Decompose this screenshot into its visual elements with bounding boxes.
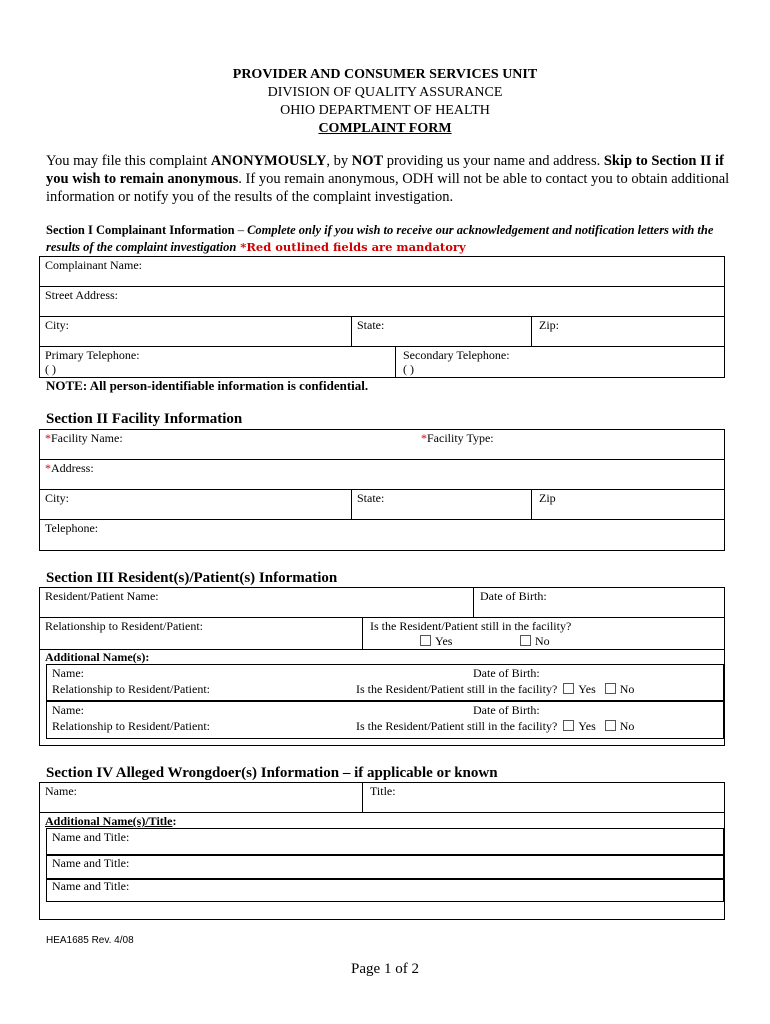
checkbox-icon[interactable]	[520, 635, 531, 646]
wrongdoer-title-field[interactable]: Title:	[370, 784, 396, 798]
complainant-zip-field[interactable]: Zip:	[539, 318, 559, 332]
checkbox-icon[interactable]	[420, 635, 431, 646]
secondary-telephone-field[interactable]: Secondary Telephone:	[403, 348, 510, 362]
facility-zip-field[interactable]: Zip	[539, 491, 556, 505]
checkbox-icon[interactable]	[605, 720, 616, 731]
facility-type-field[interactable]: *Facility Type:	[421, 431, 494, 445]
complainant-name-field[interactable]: Complainant Name:	[45, 258, 142, 272]
facility-name-field[interactable]: *Facility Name:	[45, 431, 123, 445]
department-heading: OHIO DEPARTMENT OF HEALTH	[280, 103, 490, 118]
section-1-heading: Section I Complainant Information – Complete only if you wish to receive our acknowledgement and notification letters with the results of the complaint investigation *Red outlined fields are mandatory	[46, 223, 714, 254]
additional-wrongdoer-3-name-title[interactable]: Name and Title:	[52, 879, 130, 893]
additional-resident-1-relationship[interactable]: Relationship to Resident/Patient:	[52, 682, 210, 696]
facility-telephone-field[interactable]: Telephone:	[45, 521, 99, 535]
form-title: COMPLAINT FORM	[318, 121, 452, 136]
additional-resident-2-relationship[interactable]: Relationship to Resident/Patient:	[52, 719, 210, 733]
division-heading: DIVISION OF QUALITY ASSURANCE	[267, 85, 503, 100]
intro-paragraph: You may file this complaint ANONYMOUSLY, by NOT providing us your name and address. Skip to Section II if you wish to remain anonymous. If you remain anonymous, ODH will not be able to contact you to obtain additional information or notify you of the results of the complaint investigation.	[46, 153, 730, 205]
additional-resident-1-still-in-facility: Is the Resident/Patient still in the facility? Yes No	[356, 682, 635, 696]
additional-resident-2-dob[interactable]: Date of Birth:	[473, 703, 540, 717]
additional-resident-1-dob[interactable]: Date of Birth:	[473, 666, 540, 680]
section-4-heading: Section IV Alleged Wrongdoer(s) Information – if applicable or known	[46, 765, 498, 781]
additional-wrongdoer-2	[46, 855, 724, 879]
resident-dob-field[interactable]: Date of Birth:	[480, 589, 547, 603]
complainant-info-table	[39, 256, 725, 378]
still-in-facility-yes[interactable]: Yes	[420, 634, 452, 648]
confidentiality-note: NOTE: All person-identifiable information is confidential.	[46, 378, 369, 393]
unit-heading: PROVIDER AND CONSUMER SERVICES UNIT	[232, 67, 538, 82]
additional-wrongdoer-1-name-title[interactable]: Name and Title:	[52, 830, 130, 844]
additional-wrongdoers-heading: Additional Name(s)/Title:	[45, 814, 177, 828]
facility-city-field[interactable]: City:	[45, 491, 70, 505]
facility-state-field[interactable]: State:	[357, 491, 385, 505]
additional-wrongdoer-1	[46, 828, 724, 855]
resident-name-field[interactable]: Resident/Patient Name:	[45, 589, 159, 603]
still-in-facility-question: Is the Resident/Patient still in the facility?	[370, 619, 572, 633]
checkbox-icon[interactable]	[605, 683, 616, 694]
additional-resident-2-name[interactable]: Name:	[52, 703, 84, 717]
complainant-street-address-field[interactable]: Street Address:	[45, 288, 118, 302]
resident-relationship-field[interactable]: Relationship to Resident/Patient:	[45, 619, 203, 633]
still-in-facility-no[interactable]: No	[520, 634, 550, 648]
page-number: Page 1 of 2	[351, 961, 419, 977]
section-3-heading: Section III Resident(s)/Patient(s) Information	[46, 570, 338, 586]
mandatory-fields-note: *Red outlined fields are mandatory	[236, 240, 466, 254]
complainant-city-field[interactable]: City:	[45, 318, 70, 332]
facility-address-field[interactable]: *Address:	[45, 461, 94, 475]
facility-info-table	[39, 429, 725, 551]
additional-wrongdoer-3	[46, 879, 724, 902]
form-revision-code: HEA1685 Rev. 4/08	[46, 935, 134, 946]
additional-resident-1-name[interactable]: Name:	[52, 666, 84, 680]
additional-wrongdoer-2-name-title[interactable]: Name and Title:	[52, 856, 130, 870]
section-2-heading: Section II Facility Information	[46, 411, 243, 427]
checkbox-icon[interactable]	[563, 683, 574, 694]
primary-telephone-area-code[interactable]: ( )	[45, 362, 56, 376]
checkbox-icon[interactable]	[563, 720, 574, 731]
wrongdoer-name-field[interactable]: Name:	[45, 784, 77, 798]
complainant-state-field[interactable]: State:	[357, 318, 385, 332]
additional-resident-2-still-in-facility: Is the Resident/Patient still in the facility? Yes No	[356, 719, 635, 733]
primary-telephone-field[interactable]: Primary Telephone:	[45, 348, 140, 362]
secondary-telephone-area-code[interactable]: ( )	[403, 362, 414, 376]
additional-names-heading: Additional Name(s):	[45, 650, 150, 664]
